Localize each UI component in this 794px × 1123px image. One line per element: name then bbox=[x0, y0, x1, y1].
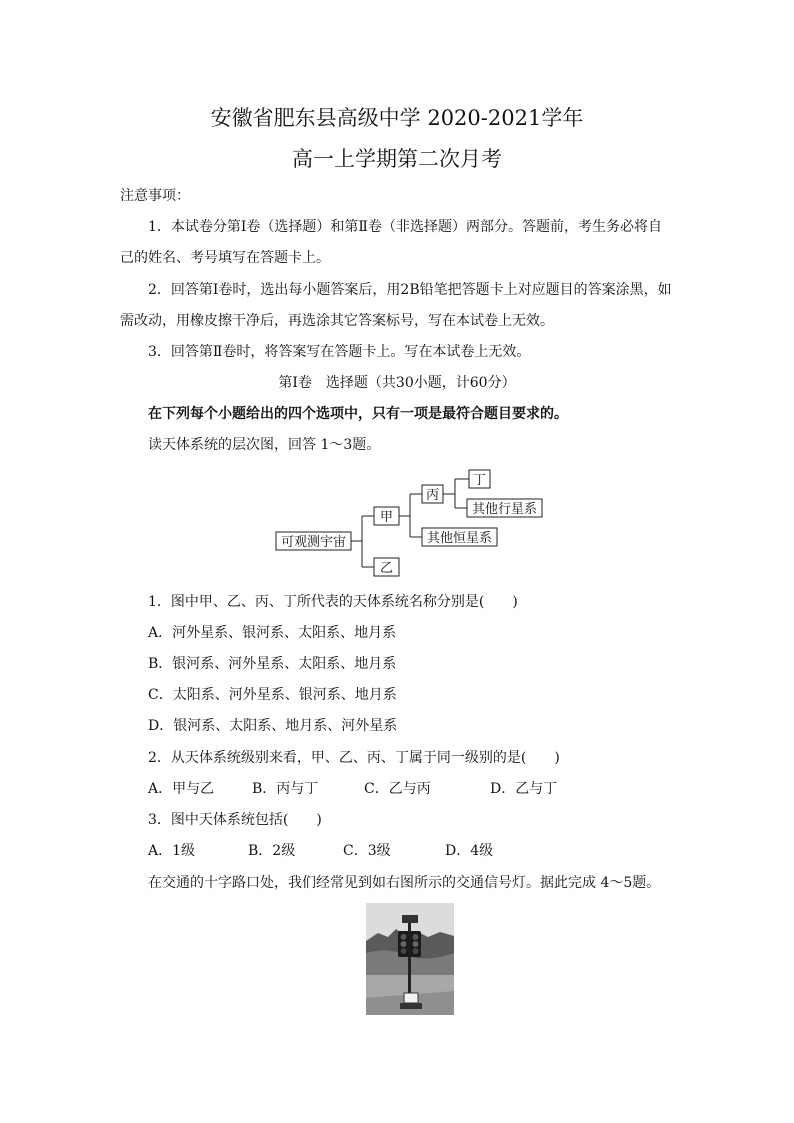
question-2-option-a: A．甲与乙 bbox=[148, 781, 215, 797]
question-1-option-d: D．银河系、太阳系、地月系、河外星系 bbox=[148, 718, 398, 734]
question-1-option-c: C．太阳系、河外星系、银河系、地月系 bbox=[148, 687, 397, 703]
label-other-stars: 其他恒星系 bbox=[426, 531, 493, 546]
connector-root bbox=[351, 516, 374, 567]
connector-bing bbox=[443, 479, 469, 508]
note-2-line-1: 2．回答第Ⅰ卷时，选出每小题答案后，用2B铅笔把答题卡上对应题目的答案涂黑，如 bbox=[148, 282, 672, 298]
label-root: 可观测宇宙 bbox=[280, 535, 347, 550]
label-jia: 甲 bbox=[379, 510, 394, 525]
question-1-stem: 1．图中甲、乙、丙、丁所代表的天体系统名称分别是( ) bbox=[148, 594, 518, 610]
question-1-option-a: A．河外星系、银河系、太阳系、地月系 bbox=[148, 625, 397, 641]
traffic-light-photo bbox=[366, 903, 454, 1015]
question-2-option-c: C．乙与丙 bbox=[364, 781, 431, 797]
question-3-option-c: C．3级 bbox=[343, 843, 391, 859]
label-yi: 乙 bbox=[379, 561, 394, 576]
label-ding: 丁 bbox=[472, 473, 487, 488]
note-1-line-1: 1．本试卷分第Ⅰ卷（选择题）和第Ⅱ卷（非选择题）两部分。答题前，考生务必将自 bbox=[148, 219, 662, 235]
solar-box bbox=[404, 993, 418, 1003]
label-other-planets: 其他行星系 bbox=[471, 502, 538, 517]
question-3-option-d: D．4级 bbox=[445, 843, 494, 859]
section-instruction: 在下列每个小题给出的四个选项中，只有一项是最符合题目要求的。 bbox=[148, 406, 568, 422]
connector-jia bbox=[399, 494, 422, 537]
question-1-option-b: B．银河系、河外星系、太阳系、地月系 bbox=[148, 656, 397, 672]
note-2-line-2: 需改动，用橡皮擦干净后，再选涂其它答案标号，写在本试卷上无效。 bbox=[120, 313, 554, 329]
label-bing: 丙 bbox=[425, 488, 440, 503]
question-3-option-a: A．1级 bbox=[148, 843, 196, 859]
question-3-stem: 3．图中天体系统包括( ) bbox=[148, 812, 322, 828]
title-line-1: 安徽省肥东县高级中学 2020-2021学年 bbox=[210, 106, 584, 130]
note-3: 3．回答第Ⅱ卷时，将答案写在答题卡上。写在本试卷上无效。 bbox=[148, 344, 531, 360]
question-2-stem: 2．从天体系统级别来看，甲、乙、丙、丁属于同一级别的是( ) bbox=[148, 750, 560, 766]
question-2-option-b: B．丙与丁 bbox=[252, 781, 319, 797]
section-title: 第Ⅰ卷 选择题（共30小题，计60分） bbox=[278, 375, 516, 391]
title-line-2: 高一上学期第二次月考 bbox=[292, 147, 502, 171]
celestial-hierarchy-diagram bbox=[260, 465, 560, 580]
diagram-intro: 读天体系统的层次图，回答 1～3题。 bbox=[148, 437, 381, 453]
question-2-option-d: D．乙与丁 bbox=[490, 781, 558, 797]
question-3-option-b: B．2级 bbox=[248, 843, 296, 859]
notes-heading: 注意事项： bbox=[120, 188, 190, 204]
traffic-light-intro: 在交通的十字路口处，我们经常见到如右图所示的交通信号灯。据此完成 4～5题。 bbox=[148, 875, 661, 891]
note-1-line-2: 己的姓名、考号填写在答题卡上。 bbox=[120, 250, 330, 266]
